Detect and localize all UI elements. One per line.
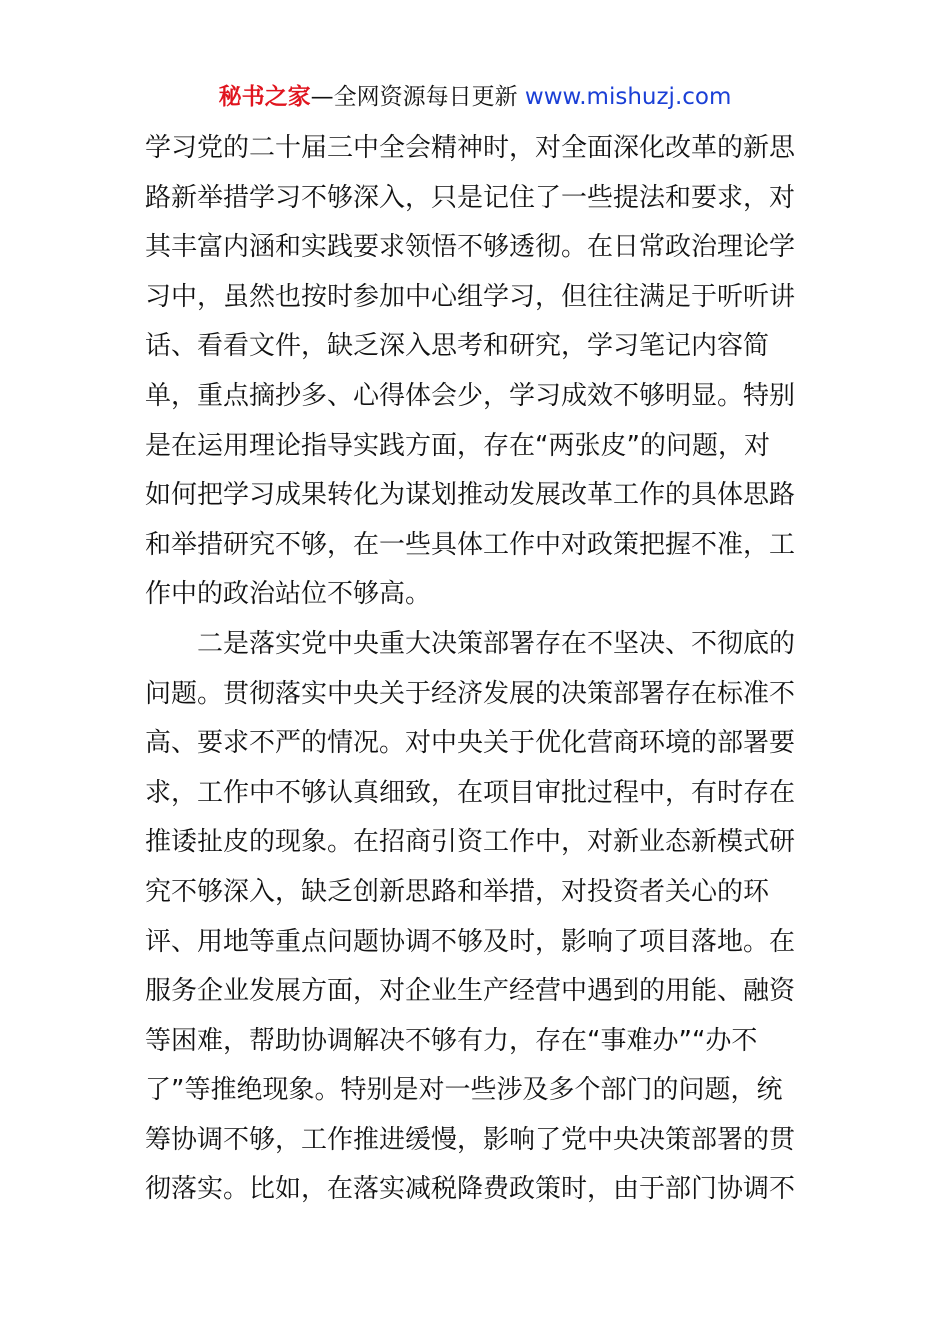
brand-name: 秘书之家 <box>218 84 311 110</box>
document-body <box>145 124 810 1215</box>
text-line: 习中，虽然也按时参加中心组学习，但往往满足于听听讲 <box>145 281 796 312</box>
text-line: 路新举措学习不够深入，只是记住了一些提法和要求，对 <box>145 182 796 213</box>
text-line: 彻落实。比如，在落实减税降费政策时，由于部门协调不 <box>145 1174 796 1205</box>
text-line: 二是落实党中央重大决策部署存在不坚决、不彻底的 <box>145 628 796 659</box>
text-line: 等困难，帮助协调解决不够有力，存在“事难办”“办不 <box>145 1025 758 1056</box>
site-header <box>0 80 950 114</box>
text-line: 推诿扯皮的现象。在招商引资工作中，对新业态新模式研 <box>145 827 796 858</box>
text-line: 单，重点摘抄多、心得体会少，学习成效不够明显。特别 <box>145 380 796 411</box>
header-slogan: —全网资源每日更新 <box>310 84 518 110</box>
text-line: 求，工作中不够认真细致，在项目审批过程中，有时存在 <box>145 777 796 808</box>
site-url-link[interactable]: www.mishuzj.com <box>524 84 732 110</box>
text-line: 话、看看文件，缺乏深入思考和研究，学习笔记内容简 <box>145 331 770 362</box>
text-line: 问题。贯彻落实中央关于经济发展的决策部署存在标准不 <box>145 678 796 709</box>
text-line: 学习党的二十届三中全会精神时，对全面深化改革的新思 <box>145 133 796 163</box>
text-line: 高、要求不严的情况。对中央关于优化营商环境的部署要 <box>145 728 796 759</box>
text-line: 和举措研究不够，在一些具体工作中对政策把握不准，工 <box>145 529 796 560</box>
text-line: 评、用地等重点问题协调不够及时，影响了项目落地。在 <box>145 926 796 957</box>
text-line: 如何把学习成果转化为谋划推动发展改革工作的具体思路 <box>145 480 796 511</box>
text-line: 作中的政治站位不够高。 <box>145 579 432 610</box>
text-line: 了”等推绝现象。特别是对一些涉及多个部门的问题，统 <box>145 1075 783 1106</box>
text-line: 其丰富内涵和实践要求领悟不够透彻。在日常政治理论学 <box>145 232 796 263</box>
text-line: 服务企业发展方面，对企业生产经营中遇到的用能、融资 <box>145 976 796 1007</box>
text-line: 筹协调不够，工作推进缓慢，影响了党中央决策部署的贯 <box>145 1124 796 1155</box>
text-line: 是在运用理论指导实践方面，存在“两张皮”的问题，对 <box>145 430 770 461</box>
text-line: 究不够深入，缺乏创新思路和举措，对投资者关心的环 <box>145 876 770 907</box>
